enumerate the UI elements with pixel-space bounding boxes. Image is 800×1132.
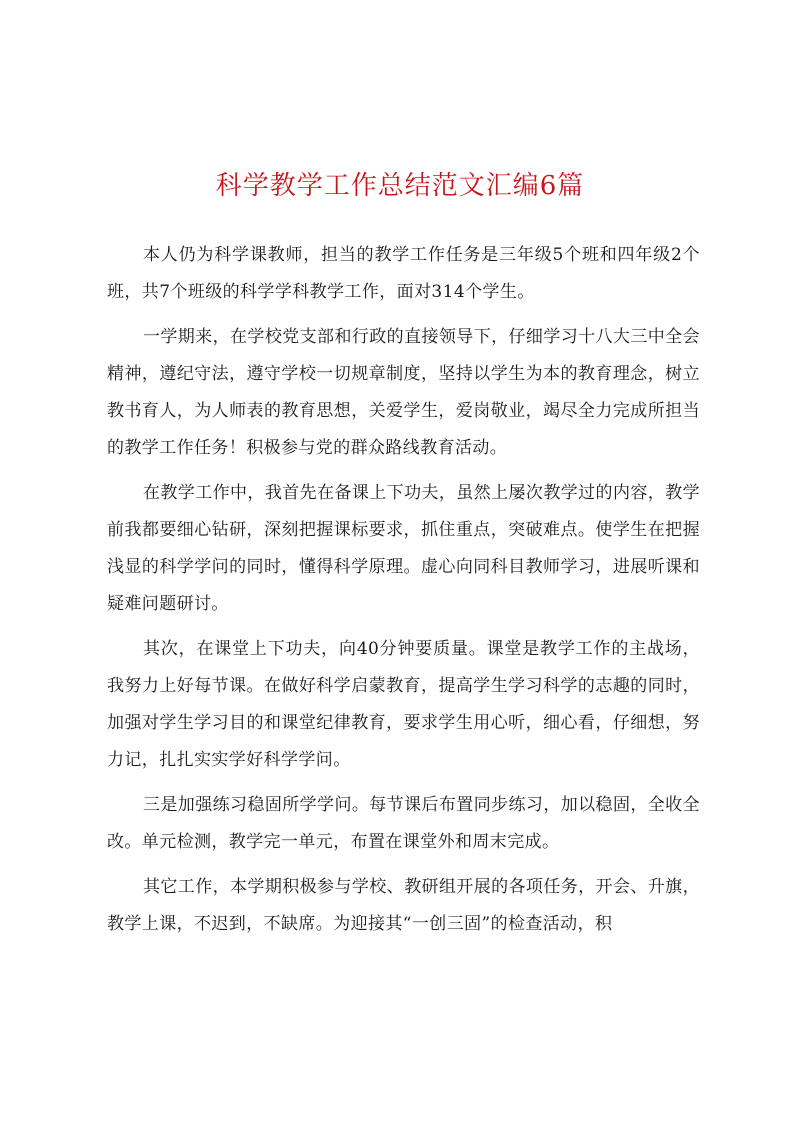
paragraph: 在教学工作中，我首先在备课上下功夫，虽然上屡次教学过的内容，教学前我都要细心钻研，深刻把握课标要求，抓住重点，突破难点。使学生在把握浅显的科学学问的同时，懂得科学原理。虚心向同科目教师学习，进展听课和疑难问题研讨。 xyxy=(107,483,700,614)
paragraph: 其它工作，本学期积极参与学校、教研组开展的各项任务，开会、升旗，教学上课，不迟到，不缺席。为迎接其“一创三固”的检查活动，积 xyxy=(107,877,700,934)
document-title: 科学教学工作总结范文汇编6篇 xyxy=(215,171,585,201)
paragraph: 三是加强练习稳固所学学问。每节课后布置同步练习，加以稳固，全收全改。单元检测，教学完一单元，布置在课堂外和周末完成。 xyxy=(107,795,700,852)
document-body xyxy=(107,237,700,951)
paragraph: 本人仍为科学课教师，担当的教学工作任务是三年级5个班和四年级2个班，共7个班级的科学学科教学工作，面对314个学生。 xyxy=(107,245,700,302)
paragraph: 一学期来，在学校党支部和行政的直接领导下，仔细学习十八大三中全会精神，遵纪守法，遵守学校一切规章制度，坚持以学生为本的教育理念，树立教书育人，为人师表的教育思想，关爱学生，爱岗敬业，竭尽全力完成所担当的教学工作任务！积极参与党的群众路线教育活动。 xyxy=(107,327,700,458)
paragraph: 其次，在课堂上下功夫，向40分钟要质量。课堂是教学工作的主战场，我努力上好每节课。在做好科学启蒙教育，提高学生学习科学的志趣的同时，加强对学生学习目的和课堂纪律教育，要求学生用心听，细心看，仔细想，努力记，扎扎实实学好科学学问。 xyxy=(107,639,700,770)
